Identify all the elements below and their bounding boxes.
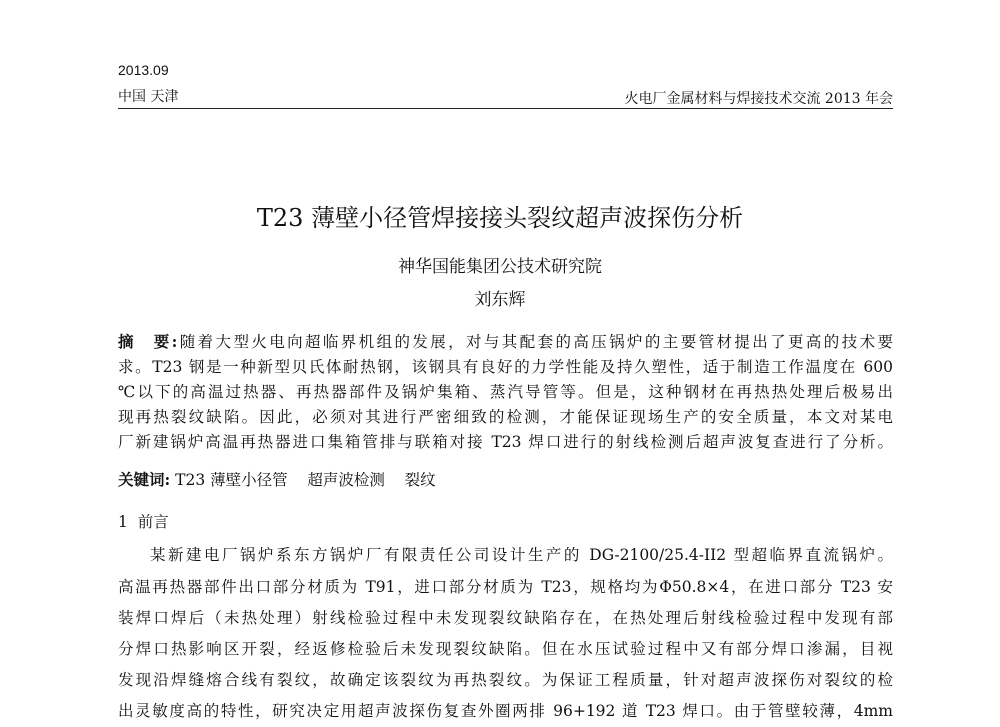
body-line: 高温再热器部件出口部分材质为 T91，进口部分材质为 T23，规格均为Φ50.8×4，在进口部分 T23 安 bbox=[118, 578, 893, 596]
author: 刘东辉 bbox=[474, 290, 526, 310]
affiliation: 神华国能集团公技术研究院 bbox=[398, 257, 602, 277]
body-line: 装焊口焊后（未热处理）射线检验过程中未发现裂纹缺陷存在，在热处理后射线检验过程中发现有部 bbox=[118, 609, 893, 627]
abstract-line: ℃以下的高温过热器、再热器部件及锅炉集箱、蒸汽导管等。但是，这种钢材在再热热处理后极易出 bbox=[118, 383, 893, 401]
body-line: 某新建电厂锅炉系东方锅炉厂有限责任公司设计生产的 DG-2100/25.4-II2 型超临界直流锅炉。 bbox=[150, 546, 893, 564]
header-date: 2013.09 bbox=[118, 62, 169, 78]
abstract-line: 求。T23 钢是一种新型贝氏体耐热钢，该钢具有良好的力学性能及持久塑性，适于制造工作温度在 600 bbox=[118, 358, 893, 376]
paper-title: T23 薄壁小径管焊接接头裂纹超声波探伤分析 bbox=[256, 204, 744, 232]
keyword: T23 薄壁小径管 bbox=[175, 471, 288, 489]
keyword: 裂纹 bbox=[404, 471, 436, 489]
section-heading bbox=[118, 510, 169, 532]
section-title: 前言 bbox=[137, 513, 169, 531]
body-line: 出灵敏度高的特性，研究决定用超声波探伤复查外圈两排 96+192 道 T23 焊口。由于管壁较薄，4mm bbox=[118, 702, 893, 720]
header-rule bbox=[118, 108, 893, 109]
abstract-line: 厂新建锅炉高温再热器进口集箱管排与联箱对接 T23 焊口进行的射线检测后超声波复查进行了分析。 bbox=[118, 433, 893, 451]
header-conference: 火电厂金属材料与焊接技术交流 2013 年会 bbox=[624, 91, 893, 107]
header-location: 中国 天津 bbox=[118, 89, 179, 105]
keywords-label: 关键词: bbox=[118, 470, 171, 489]
abstract-line: 摘 要:随着大型火电向超临界机组的发展，对与其配套的高压锅炉的主要管材提出了更高的技术要 bbox=[118, 332, 893, 351]
keywords bbox=[118, 468, 436, 490]
body-line: 发现沿焊缝熔合线有裂纹，故确定该裂纹为再热裂纹。为保证工程质量，针对超声波探伤对裂纹的检 bbox=[118, 671, 893, 689]
section-number: 1 bbox=[118, 513, 128, 531]
keyword: 超声波检测 bbox=[307, 471, 385, 489]
abstract-line: 现再热裂纹缺陷。因此，必须对其进行严密细致的检测，才能保证现场生产的安全质量，本文对某电 bbox=[118, 408, 893, 426]
abstract-label: 摘 要: bbox=[118, 332, 178, 351]
body-line: 分焊口热影响区开裂，经返修检验后未发现裂纹缺陷。但在水压试验过程中又有部分焊口渗漏，目视 bbox=[118, 640, 893, 658]
